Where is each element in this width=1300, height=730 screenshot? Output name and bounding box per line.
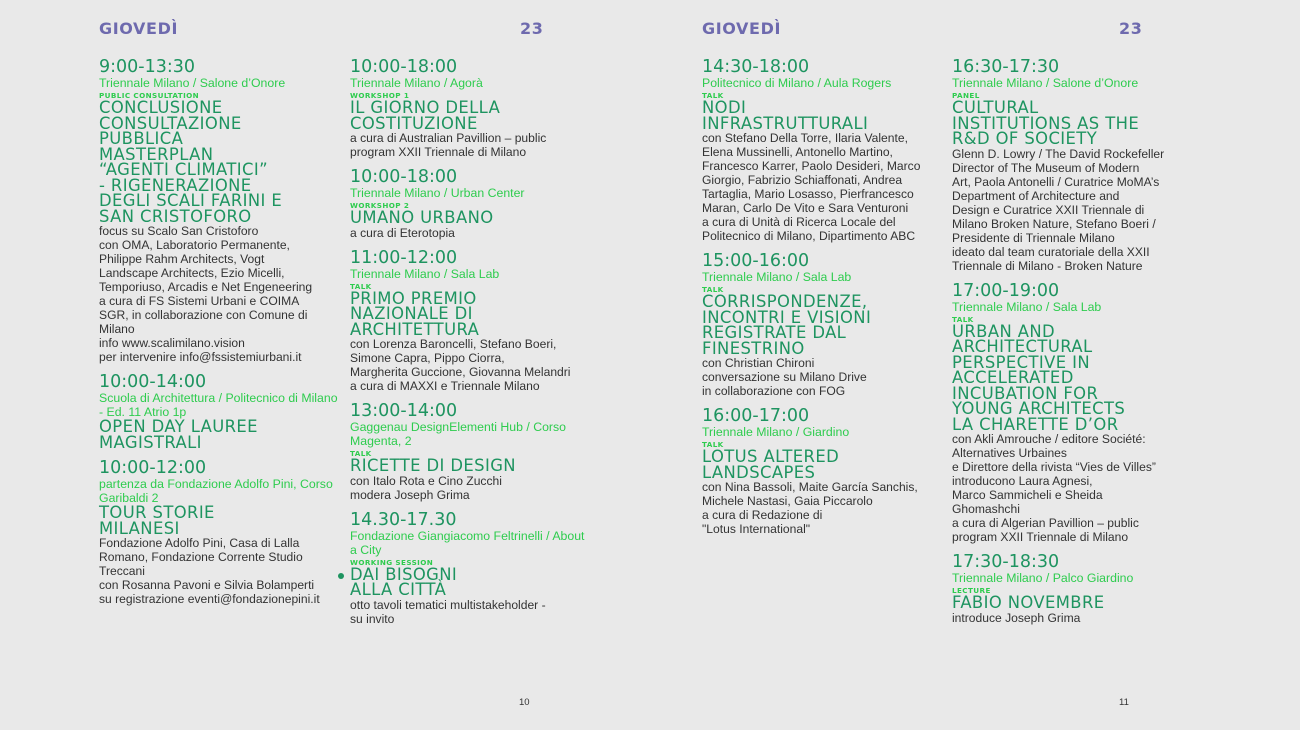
event-description-line: con OMA, Laboratorio Permanente,: [99, 238, 290, 252]
event-block: [99, 58, 339, 364]
event-block: [702, 407, 942, 536]
event-title-line: MASTERPLAN: [99, 144, 214, 164]
event-description-line: per intervenire info@fssistemiurbani.it: [99, 350, 302, 364]
event-description-line: a cura di MAXXI e Triennale Milano: [350, 379, 540, 393]
event-title-line: NAZIONALE DI: [350, 304, 473, 323]
event-title-line: FINESTRINO: [702, 338, 805, 358]
event-venue: Triennale Milano / Giardino: [702, 425, 850, 439]
event-description-line: in collaborazione con FOG: [702, 384, 846, 398]
event-title: [952, 321, 1192, 434]
event-description-line: SGR, in collaborazione con Comune di: [99, 308, 308, 322]
event-time: 10:00-18:00: [350, 167, 458, 187]
event-description-line: Philippe Rahm Architects, Vogt: [99, 252, 265, 266]
event-block: [952, 282, 1192, 545]
event-description: [350, 337, 590, 393]
event-title: [99, 505, 339, 536]
event-description-line: Elena Mussinelli, Antonello Martino,: [702, 145, 893, 159]
event-description-line: Maran, Carlo De Vito e Sara Venturoni: [702, 201, 909, 215]
event-description: [702, 131, 942, 243]
event-title-line: CONCLUSIONE: [99, 98, 223, 117]
event-title-line: INSTITUTIONS AS THE: [952, 113, 1140, 133]
event-title-line: ACCELERATED: [952, 368, 1074, 387]
event-time: 17:00-19:00: [952, 280, 1060, 301]
event-title: [952, 100, 1192, 147]
event-description-line: modera Joseph Grima: [350, 487, 470, 502]
event-time: 13:00-14:00: [350, 401, 458, 421]
event-description-line: otto tavoli tematici multistakeholder -: [350, 597, 546, 612]
event-title-line: PRIMO PREMIO: [350, 288, 477, 308]
event-title-line: INCONTRI E VISIONI: [702, 307, 872, 327]
event-description-line: Marco Sammicheli e Sheida: [952, 488, 1103, 502]
event-title-line: ARCHITECTURAL: [952, 337, 1093, 356]
event-title-line: MAGISTRALI: [99, 432, 202, 452]
event-description-line: Treccani: [99, 564, 145, 578]
event-venue: Fondazione Giangiacomo Feltrinelli / About a City: [350, 528, 585, 557]
event-title-line: URBAN AND: [952, 321, 1056, 341]
event-title-line: TOUR STORIE: [99, 503, 215, 522]
event-block: [702, 252, 942, 398]
event-description: [702, 356, 942, 398]
event-type: TALK: [702, 285, 724, 294]
date-header: 23: [520, 19, 544, 38]
event-description-line: program XXII Triennale di Milano: [952, 530, 1129, 544]
event-venue: Scuola di Architettura / Politecnico di Milano - Ed. 11 Atrio 1p: [99, 391, 338, 419]
event-title-line: INCUBATION FOR: [952, 383, 1099, 403]
event-type: LECTURE: [952, 586, 991, 595]
schedule-column: [99, 58, 339, 615]
event-title-line: MILANESI: [99, 518, 180, 538]
schedule-column: [952, 58, 1192, 634]
event-description-line: con Christian Chironi: [702, 356, 815, 370]
event-title-line: ALLA CITTÀ: [350, 580, 447, 599]
schedule-column: [350, 58, 590, 635]
event-title-line: PUBBLICA: [99, 129, 184, 148]
event-type: WORKING SESSION: [350, 557, 434, 567]
event-title-line: OPEN DAY LAUREE: [99, 417, 258, 436]
event-description: [702, 480, 942, 536]
event-description-line: Ghomashchi: [952, 502, 1020, 516]
event-description-line: con Stefano Della Torre, Ilaria Valente,: [702, 131, 908, 145]
event-title-line: NODI: [702, 98, 747, 117]
event-type: TALK: [952, 314, 974, 324]
event-block: [350, 58, 590, 159]
event-time: 16:00-17:00: [702, 406, 810, 426]
event-description-line: Milano Broken Nature, Stefano Boeri /: [952, 216, 1156, 231]
event-title: [952, 595, 1192, 611]
event-title-line: R&D OF SOCIETY: [952, 129, 1098, 148]
event-title: [702, 449, 942, 480]
event-block: [99, 459, 339, 606]
event-description: [99, 536, 339, 606]
event-description-line: Milano: [99, 322, 135, 336]
event-title: [350, 100, 590, 131]
event-title-line: - RIGENERAZIONE: [99, 175, 252, 195]
event-block: [350, 168, 590, 240]
event-type: TALK: [702, 91, 724, 100]
event-description-line: Temporiuso, Arcadis e Net Engeneering: [99, 280, 313, 294]
event-time: 10:00-12:00: [99, 458, 207, 478]
event-type: PANEL: [952, 91, 980, 100]
day-header: GIOVEDÌ: [702, 19, 782, 38]
event-description-line: "Lotus International": [702, 522, 811, 536]
event-type: TALK: [702, 440, 724, 449]
event-title: [350, 458, 590, 474]
event-venue: Triennale Milano / Salone d’Onore: [99, 76, 286, 90]
event-description-line: a cura di Redazione di: [702, 508, 823, 522]
page-number: 11: [1119, 697, 1129, 708]
event-venue: Triennale Milano / Sala Lab: [952, 299, 1102, 314]
event-title: [350, 564, 590, 599]
event-description-line: con Lorenza Baroncelli, Stefano Boeri,: [350, 337, 557, 351]
date-header: 23: [1119, 19, 1143, 38]
event-title: [99, 100, 339, 224]
event-title-line: REGISTRATE DAL: [702, 323, 847, 342]
event-description-line: focus su Scalo San Cristoforo: [99, 224, 259, 238]
event-time: 17:30-18:30: [952, 552, 1060, 572]
event-description-line: introduce Joseph Grima: [952, 610, 1081, 625]
event-venue: Gaggenau DesignElementi Hub / Corso Magenta, 2: [350, 420, 567, 448]
event-title-line: IL GIORNO DELLA: [350, 98, 501, 117]
event-type: WORKSHOP 1: [350, 91, 410, 100]
event-venue: Triennale Milano / Palco Giardino: [952, 571, 1134, 585]
event-title-line: LANDSCAPES: [702, 462, 816, 482]
event-description-line: con Nina Bassoli, Maite García Sanchis,: [702, 480, 918, 494]
event-time: 14:30-18:00: [702, 57, 810, 77]
event-description-line: Politecnico di Milano, Dipartimento ABC: [702, 229, 916, 243]
event-description: [350, 598, 590, 626]
event-description-line: Alternatives Urbaines: [952, 446, 1067, 460]
schedule-column: [702, 58, 942, 545]
event-time: 14.30-17.30: [350, 509, 457, 530]
event-time: 10:00-14:00: [99, 372, 207, 392]
event-description: [952, 611, 1192, 625]
event-description-line: Giorgio, Fabrizio Schiaffonati, Andrea: [702, 173, 903, 187]
event-description-line: Fondazione Adolfo Pini, Casa di Lalla: [99, 536, 300, 550]
day-header: GIOVEDÌ: [99, 19, 179, 38]
event-description-line: Simone Capra, Pippo Ciorra,: [350, 351, 505, 365]
event-block: [952, 58, 1192, 273]
event-description-line: Presidente di Triennale Milano: [952, 230, 1115, 245]
event-description-line: Design e Curatrice XXII Triennale di: [952, 202, 1145, 217]
event-block: [702, 58, 942, 243]
event-title: [702, 294, 942, 356]
event-title-line: INFRASTRUTTURALI: [702, 113, 869, 133]
event-title-line: SAN CRISTOFORO: [99, 206, 252, 226]
event-title-line: CULTURAL: [952, 98, 1039, 117]
event-description: [350, 474, 590, 502]
event-title-line: LA CHARETTE D’OR: [952, 414, 1119, 434]
event-type: PUBLIC CONSULTATION: [99, 91, 200, 100]
event-description-line: su invito: [350, 611, 395, 626]
page-number: 10: [519, 697, 530, 708]
event-title-line: DAI BISOGNI: [350, 564, 458, 584]
event-description-line: Director of The Museum of Modern: [952, 160, 1140, 175]
event-time: 11:00-12:00: [350, 247, 458, 268]
event-description-line: Margherita Guccione, Giovanna Melandri: [350, 365, 571, 379]
event-description-line: su registrazione eventi@fondazionepini.it: [99, 592, 320, 606]
event-venue: Triennale Milano / Sala Lab: [702, 270, 852, 284]
event-type: WORKSHOP 2: [350, 201, 410, 210]
event-time: 9:00-13:30: [99, 57, 196, 77]
event-description: [99, 224, 339, 364]
event-time: 16:30-17:30: [952, 57, 1060, 77]
event-block: [952, 553, 1192, 625]
event-title-line: CORRISPONDENZE,: [702, 292, 868, 311]
event-block: [350, 402, 590, 502]
event-title-line: ARCHITETTURA: [350, 319, 480, 339]
event-title-line: YOUNG ARCHITECTS: [952, 399, 1126, 418]
event-description-line: con Akli Amrouche / editore Société:: [952, 432, 1146, 446]
event-time: 10:00-18:00: [350, 57, 458, 77]
event-type: TALK: [350, 449, 372, 458]
event-description-line: a cura di Unità di Ricerca Locale del: [702, 215, 896, 229]
event-time: 15:00-16:00: [702, 251, 810, 271]
event-description-line: a cura di Algerian Pavillion – public: [952, 516, 1139, 530]
event-description-line: a cura di Eterotopia: [350, 225, 455, 240]
event-description-line: conversazione su Milano Drive: [702, 370, 867, 384]
event-description-line: con Rosanna Pavoni e Silvia Bolamperti: [99, 578, 315, 592]
event-block: [350, 511, 590, 626]
event-title-line: “AGENTI CLIMATICI”: [99, 160, 268, 179]
event-description-line: Glenn D. Lowry / The David Rockefeller: [952, 146, 1165, 161]
event-block: [99, 373, 339, 450]
event-description-line: Tartaglia, Mario Losasso, Pierfrancesco: [702, 187, 914, 201]
event-title: [99, 419, 339, 450]
event-title-line: COSTITUZIONE: [350, 113, 478, 133]
event-description-line: ideato dal team curatoriale della XXII: [952, 244, 1150, 259]
event-title-line: UMANO URBANO: [350, 208, 494, 227]
event-description-line: Art, Paola Antonelli / Curatrice MoMA’s: [952, 174, 1160, 189]
event-description-line: Landscape Architects, Ezio Micelli,: [99, 266, 285, 280]
event-description-line: a cura di Australian Pavillion – public: [350, 131, 547, 145]
event-title-line: DEGLI SCALI FARINI E: [99, 191, 283, 210]
event-title-line: RICETTE DI DESIGN: [350, 456, 516, 475]
event-title-line: LOTUS ALTERED: [702, 447, 840, 466]
event-description: [952, 432, 1192, 544]
event-description-line: con Italo Rota e Cino Zucchi: [350, 473, 502, 488]
event-description-line: Francesco Karrer, Paolo Desideri, Marco: [702, 159, 921, 173]
event-description-line: info www.scalimilano.vision: [99, 336, 245, 350]
event-description-line: Michele Nastasi, Gaia Piccarolo: [702, 494, 873, 508]
event-title-line: FABIO NOVEMBRE: [952, 593, 1105, 612]
event-description-line: Department of Architecture and: [952, 188, 1120, 203]
event-description-line: Romano, Fondazione Corrente Studio: [99, 550, 303, 564]
event-block: [350, 249, 590, 394]
event-title-line: CONSULTAZIONE: [99, 113, 242, 133]
event-venue: Triennale Milano / Urban Center: [350, 186, 525, 200]
event-title: [350, 210, 590, 226]
event-venue: Politecnico di Milano / Aula Rogers: [702, 76, 892, 90]
event-venue: partenza da Fondazione Adolfo Pini, Corso Garibaldi 2: [99, 477, 333, 505]
event-title-line: PERSPECTIVE IN: [952, 352, 1091, 372]
event-title: [350, 288, 590, 339]
event-type: TALK: [350, 281, 372, 291]
event-title: [702, 100, 942, 131]
event-description: [952, 147, 1192, 273]
event-description-line: introducono Laura Agnesi,: [952, 474, 1093, 488]
event-description: [350, 226, 590, 240]
event-description-line: a cura di FS Sistemi Urbani e COIMA: [99, 294, 300, 308]
event-description-line: Triennale di Milano - Broken Nature: [952, 258, 1143, 273]
event-venue: Triennale Milano / Salone d’Onore: [952, 76, 1139, 90]
event-description-line: program XXII Triennale di Milano: [350, 145, 527, 159]
bullet-dot: [338, 573, 344, 579]
event-description: [350, 131, 590, 159]
event-venue: Triennale Milano / Sala Lab: [350, 266, 500, 281]
event-venue: Triennale Milano / Agorà: [350, 76, 483, 90]
event-description-line: e Direttore della rivista “Vies de Villes”: [952, 460, 1156, 474]
